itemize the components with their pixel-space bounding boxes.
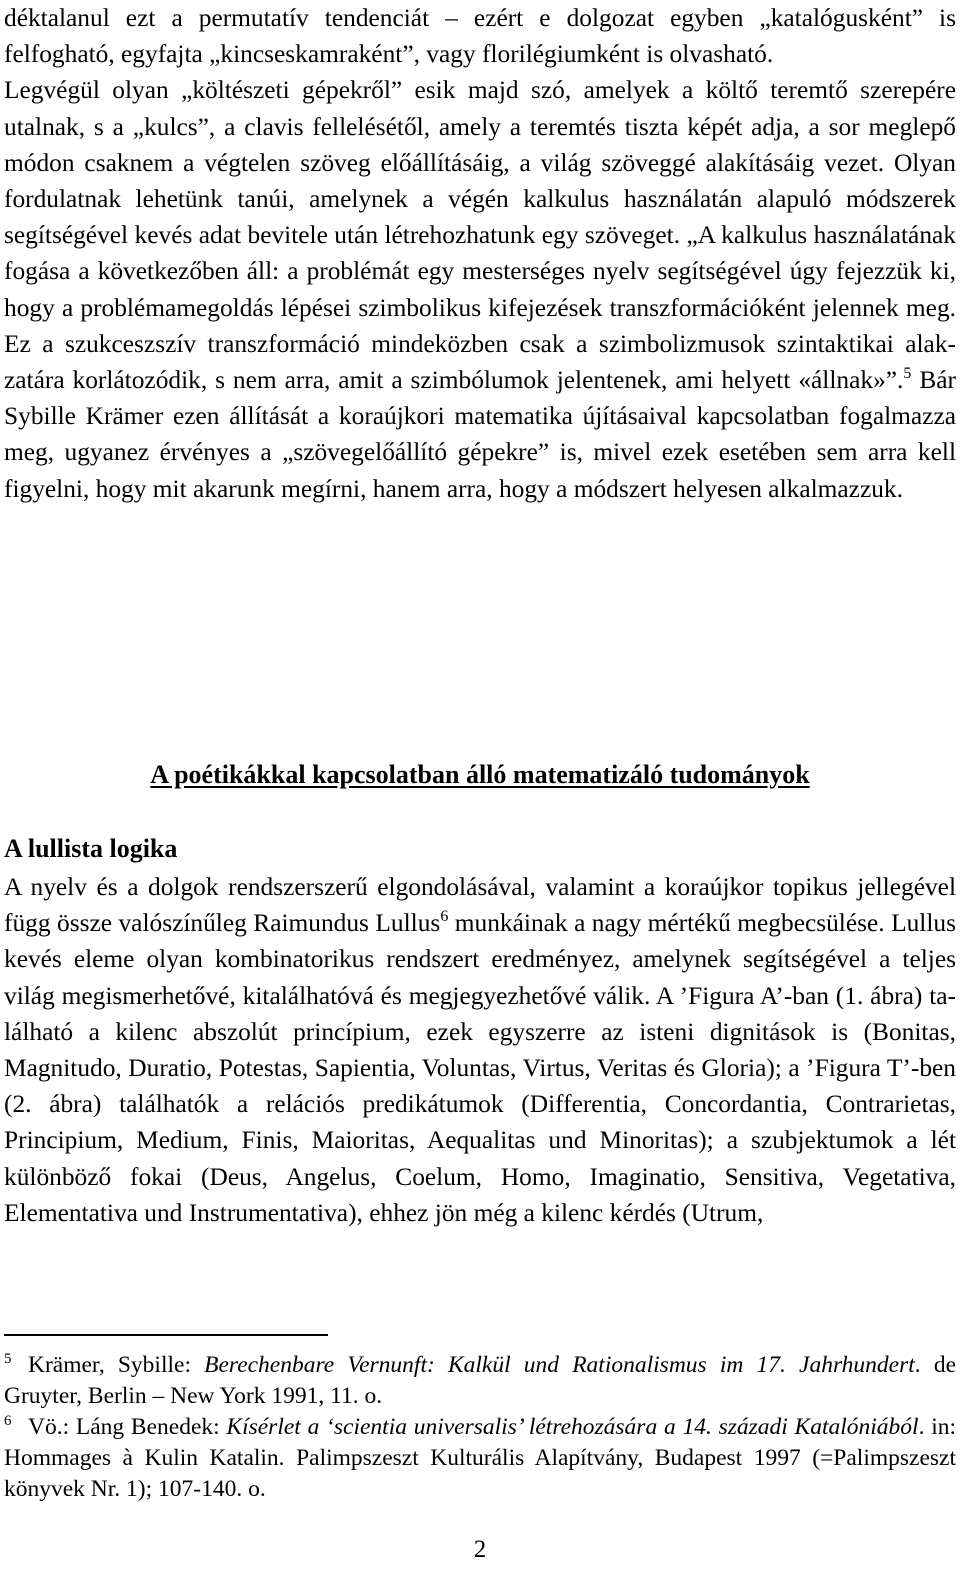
footnote-ref-6[interactable]: 6 xyxy=(440,908,449,926)
paragraph-1-text-cont: Bár Sybille Krämer ezen állítását a koraújkori matematika újításaival kapcsolatban fogalmazza meg, ugyanez érvényes a „szövegelőállító gépekre” is, mivel ezek esetében sem arra kell figyelni, hogy mit akarunk megírni, hanem arra, hogy a módszert helyesen alkalmazzuk. xyxy=(4,366,956,503)
paragraph-2-text: A nyelv és a dolgok rendszerszerű elgondolásával, valamint a koraújkor topikus jellegével függ össze valószínűleg Raimundus Lullus xyxy=(4,873,956,938)
body-paragraph-1 xyxy=(4,0,956,507)
footnotes xyxy=(4,1350,956,1505)
footnote-text-cont: . de Gruyter, Berlin – New York 1991, 11. o. xyxy=(4,1352,957,1409)
footnote-title: Berechenbare Vernunft: Kalkül und Rationalismus im 17. Jahrhundert xyxy=(204,1352,915,1378)
footnote-text-cont: . in: Hommages à Kulin Katalin. Palimpszeszt Kulturális Alapítvány, Budapest 1997 (=Palimpszeszt könyvek Nr. 1); 107-140. o. xyxy=(4,1414,957,1502)
footnote-divider xyxy=(4,1334,328,1336)
footnote-text: Krämer, Sybille: xyxy=(28,1352,205,1378)
paragraph-1-text: Legvégül olyan „költészeti gépekről” esik majd szó, amelyek a költő teremtő szerepére utalnak, s a „kulcs”, a clavis fellelésétől, amely a teremtés tiszta képét adja, a sor meglepő módon csaknem a végtelen szöveg előállításáig, a világ szöveggé alakításáig vezet. Olyan fordulatnak lehetünk tanúi, amelynek a végén kalkulus használatán alapuló módszerek segítségével kevés adat bevitele után létrehozhatunk egy szöveget. „A kalkulus használatának fogása a következőben áll: a problémát egy mesterséges nyelv segítségével úgy fejezzük ki, hogy a problémamegoldás lépései szimbolikus kifejezések transzformációként jelennek meg. Ez a szukceszszív transzformáció mindeközben csak a szimbolizmusok szintaktikai alakzatára korlátozódik, s nem arra, amit a szimbólumok jelentenek, ami helyett «állnak»”. xyxy=(4,76,956,395)
paragraph-1-main xyxy=(4,72,956,506)
footnote-text: Vö.: Láng Benedek: xyxy=(28,1414,227,1440)
subsection-title: A lullista logika xyxy=(4,834,178,863)
footnote-ref-5[interactable]: 5 xyxy=(903,365,912,383)
body-paragraph-2 xyxy=(4,869,956,1231)
document-page xyxy=(4,0,957,1563)
footnote-6: $^6$ Vö.: Láng Benedek: Kísérlet a ‘scientia universalis’ létrehozására a 14. századi Katalóniából. in: Hommages à Kulin Katalin. Palimpszeszt Kulturális Alapítvány, Budapest 1997 (=Palimpszeszt könyvek Nr. 1); 107-140. o. xyxy=(4,1413,957,1502)
footnote-title: Kísérlet a ‘scientia universalis’ létrehozására a 14. századi Katalóniából xyxy=(226,1414,919,1440)
section-title: A poétikákkal kapcsolatban álló matematizáló tudományok xyxy=(150,760,810,789)
footnote-5: $^5$ Krämer, Sybille: Berechenbare Vernunft: Kalkül und Rationalismus im 17. Jahrhundert. de Gruyter, Berlin – New York 1991, 11. o. xyxy=(4,1351,957,1409)
paragraph-1-opening: déktalanul ezt a permutatív tendenciát – ezért e dolgozat egyben „katalógusként” is felfogható, egyfajta „kincseskamraként”, vagy florilégiumként is olvasható. xyxy=(4,4,956,69)
page-number: 2 xyxy=(473,1536,487,1563)
paragraph-2-text-cont: munkáinak a nagy mértékű megbecsülése. Lullus kevés eleme olyan kombinatorikus rendszert eredményez, amelynek segítségével a teljes világ megismerhetővé, kitalálhatóvá és megjegyezhetővé válik. A ’Figura A’-ban (1. ábra) található a kilenc abszolút princípium, ezek egyszerre az isteni dignitások is (Bonitas, Magnitudo, Duratio, Potestas, Sapientia, Voluntas, Virtus, Veritas és Gloria); a ’Figura T’-ben (2. ábra) találhatók a relációs predikátumok (Differentia, Concordantia, Contrarietas, Principium, Medium, Finis, Maioritas, Aequalitas und Minoritas); a szubjektumok a lét különböző fokai (Deus, Angelus, Coelum, Homo, Imaginatio, Sensitiva, Vegetativa, Elementativa und Instrumentativa), ehhez jön még a kilenc kérdés (Utrum, xyxy=(4,909,956,1227)
